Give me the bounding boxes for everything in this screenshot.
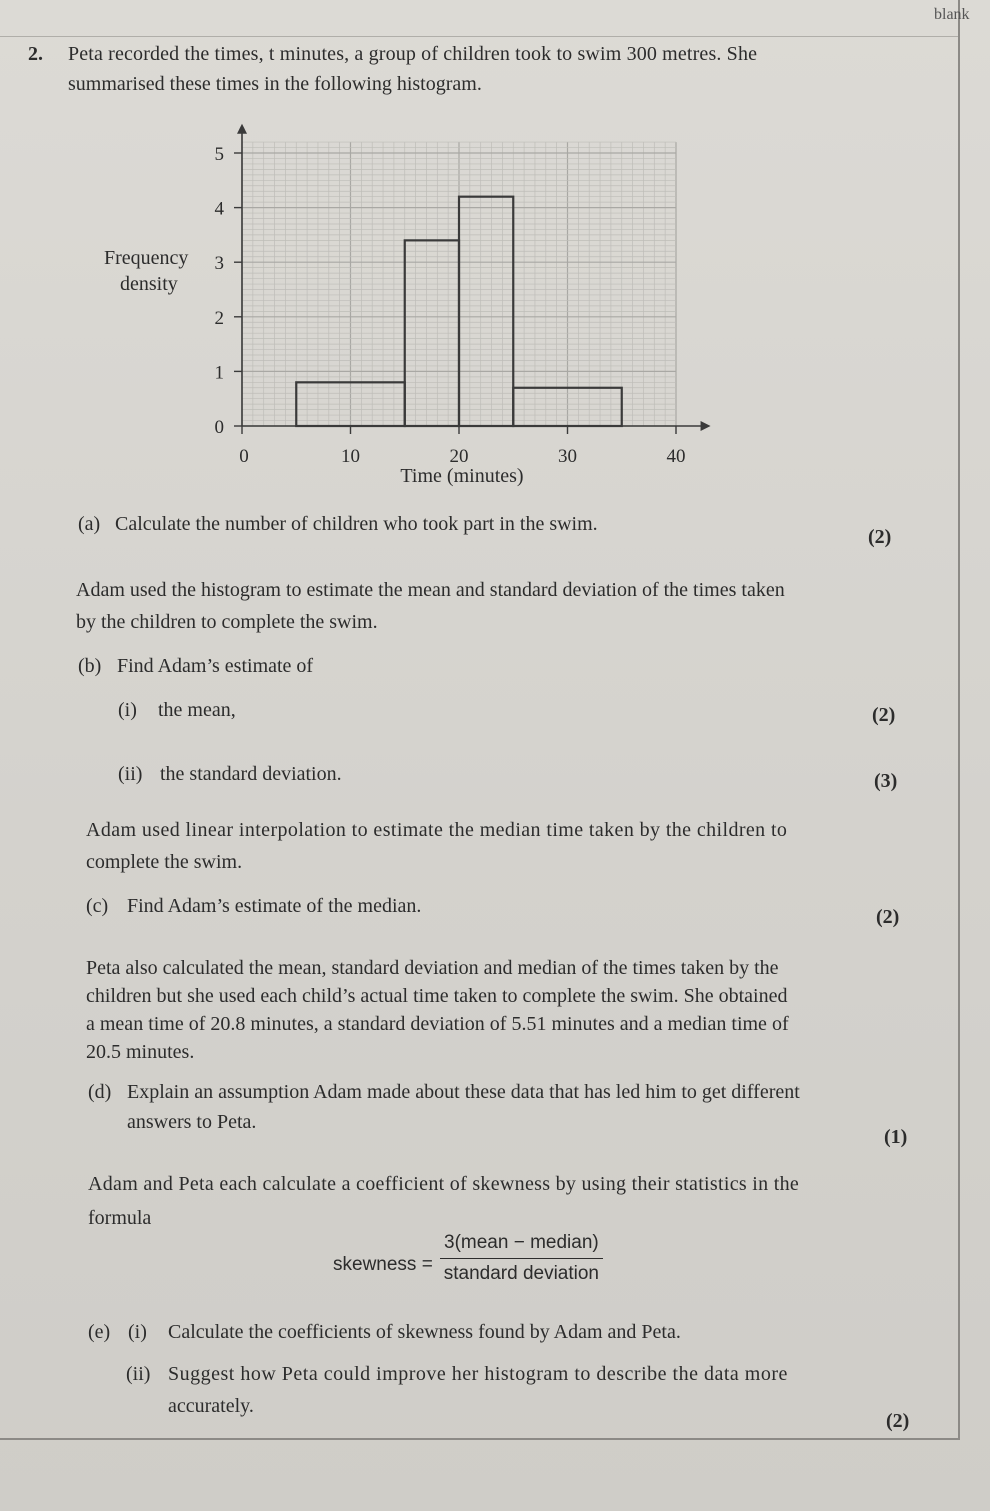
header-rule [0,36,960,37]
part-d-line1: Explain an assumption Adam made about these data that has led him to get different [127,1081,800,1103]
y-tick-label-1: 1 [214,362,224,384]
median-paragraph-line2: complete the swim. [86,851,243,873]
part-a-marks: (2) [868,526,892,548]
x-axis-label: Time (minutes) [400,465,524,487]
median-paragraph-line1: Adam used linear interpolation to estimate the median time taken by the children to [86,819,788,841]
peta-paragraph-line2: children but she used each child’s actual time taken to complete the swim. She obtained [86,985,788,1007]
footer-rule [0,1438,960,1440]
part-e-label: (e) [88,1321,111,1343]
part-b-ii-text: the standard deviation. [160,763,342,785]
chart-axes [237,124,711,431]
x-tick-label-10: 10 [341,446,360,467]
question-intro-line1: Peta recorded the times, t minutes, a group of children took to swim 300 metres. She [68,43,758,65]
y-tick-label-0: 0 [214,417,224,438]
part-a-text: Calculate the number of children who took part in the swim. [115,513,598,535]
adam-paragraph-line2: by the children to complete the swim. [76,611,378,633]
part-b-ii-label: (ii) [118,763,143,785]
y-axis-label-line1: Frequency [104,247,189,269]
margin-rule [958,0,960,1440]
part-e-ii-label: (ii) [126,1363,151,1385]
part-e-i-label: (i) [128,1321,147,1343]
skewness-formula-fraction [440,1232,603,1285]
part-b-i-marks: (2) [872,704,896,726]
part-b-ii-marks: (3) [874,770,898,792]
part-e-i-text: Calculate the coefficients of skewness found by Adam and Peta. [168,1321,681,1343]
y-tick-label-2: 2 [214,307,224,329]
x-tick-label-40: 40 [666,446,686,467]
peta-paragraph-line3: a mean time of 20.8 minutes, a standard deviation of 5.51 minutes and a median time of [86,1013,789,1035]
part-d-marks: (1) [884,1126,908,1148]
part-b-i-label: (i) [118,699,137,721]
part-c-marks: (2) [876,906,900,928]
part-b-label: (b) [78,655,102,677]
peta-paragraph-line1: Peta also calculated the mean, standard deviation and median of the times taken by the [86,957,779,979]
x-tick-label-20: 20 [449,446,469,467]
y-tick-label-4: 4 [214,198,224,220]
x-tick-label-0: 0 [239,446,249,467]
part-c-text: Find Adam’s estimate of the median. [127,895,422,917]
x-tick-label-30: 30 [558,446,577,467]
part-a-label: (a) [78,513,101,535]
part-b-i-text: the mean, [158,699,236,721]
skew-paragraph-line2: formula [88,1207,152,1229]
y-tick-label-3: 3 [214,253,224,275]
question-number: 2. [28,43,43,65]
part-e-marks: (2) [886,1410,910,1432]
formula-numerator: 3(mean − median) [440,1232,603,1259]
skewness-formula-lhs: skewness = [333,1254,433,1275]
part-d-label: (d) [88,1081,112,1103]
adam-paragraph-line1: Adam used the histogram to estimate the mean and standard deviation of the times taken [76,579,785,601]
part-c-label: (c) [86,895,109,917]
y-axis-label-line2: density [120,273,178,295]
skew-paragraph-line1: Adam and Peta each calculate a coefficient of skewness by using their statistics in the [88,1173,800,1195]
part-e-ii-line1: Suggest how Peta could improve her histogram to describe the data more [168,1363,788,1385]
part-e-ii-line2: accurately. [168,1395,254,1417]
peta-paragraph-line4: 20.5 minutes. [86,1041,195,1063]
part-d-line2: answers to Peta. [127,1111,257,1133]
y-tick-label-5: 5 [214,144,224,165]
part-b-text: Find Adam’s estimate of [117,655,314,677]
question-intro-line2: summarised these times in the following histogram. [68,73,482,95]
formula-denominator: standard deviation [443,1263,599,1284]
histogram-chart [0,120,740,500]
corner-label: blank [934,6,970,23]
